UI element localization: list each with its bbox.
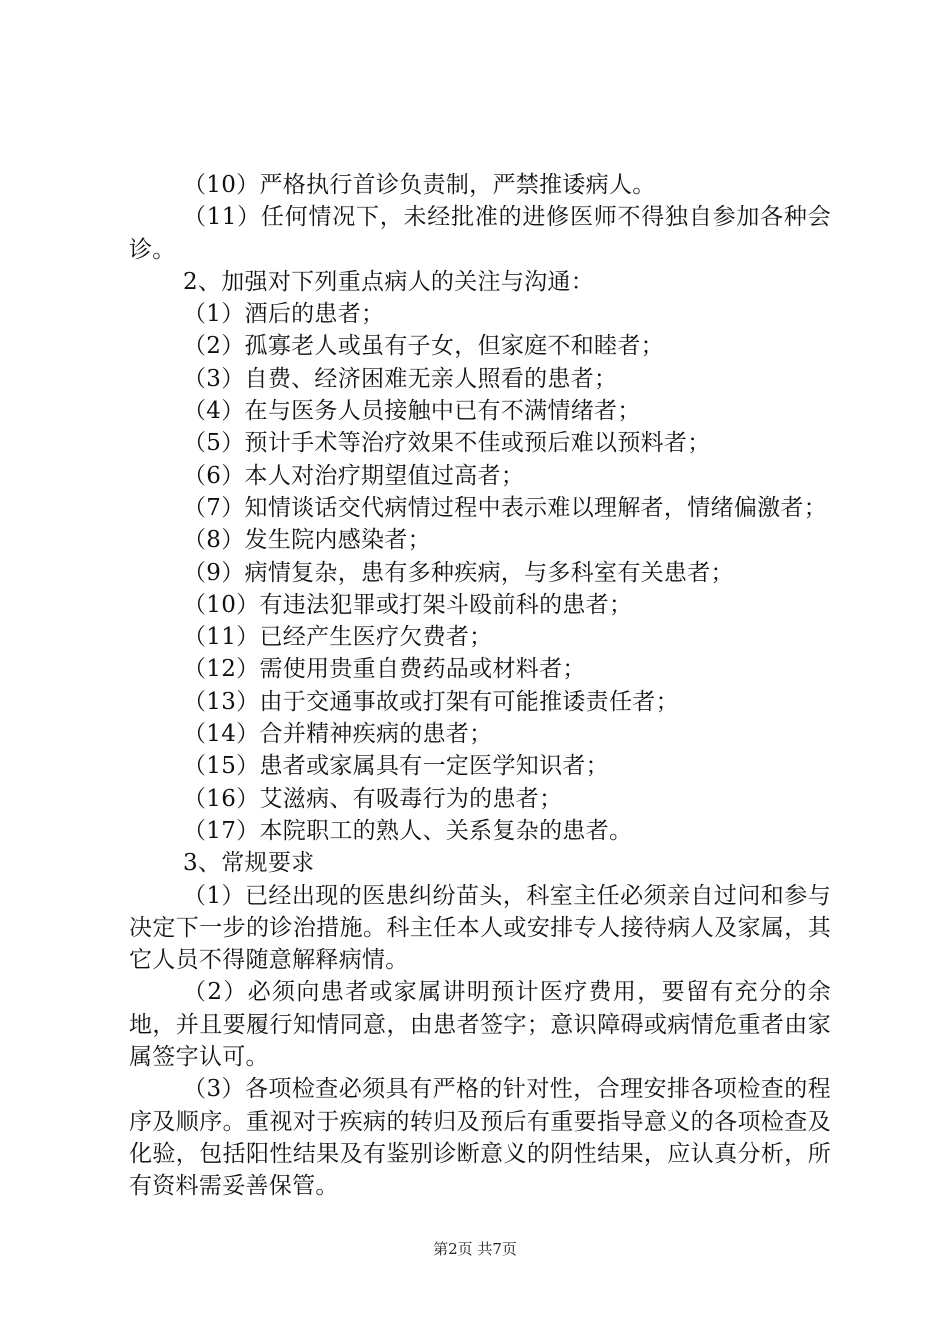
section-heading: 2、加强对下列重点病人的关注与沟通： [183, 268, 595, 295]
paragraph: （11）任何情况下，未经批准的进修医师不得独自参加各种会诊。 [129, 204, 831, 263]
list-item: （7）知情谈话交代病情过程中表示难以理解者，情绪偏激者； [183, 494, 828, 521]
paragraph: （2）必须向患者或家属讲明预计医疗费用，要留有充分的余地，并且要履行知情同意，由患者签字；意识障碍或病情危重者由家属签字认可。 [129, 979, 831, 1071]
list-item: （17）本院职工的熟人、关系复杂的患者。 [183, 817, 633, 844]
list-item: （12）需使用贵重自费药品或材料者； [183, 656, 586, 683]
list-item: （8）发生院内感染者； [183, 527, 431, 554]
list-item: （9）病情复杂，患有多种疾病，与多科室有关患者； [183, 559, 734, 586]
list-item: （4）在与医务人员接触中已有不满情绪者； [183, 398, 641, 425]
list-item: （1）酒后的患者； [183, 301, 385, 328]
list-item: （14）合并精神疾病的患者； [183, 721, 493, 748]
document-body [129, 169, 831, 1203]
paragraph: （3）各项检查必须具有严格的针对性，合理安排各项检查的程序及顺序。重视对于疾病的转归及预后有重要指导意义的各项检查及化验，包括阳性结果及有鉴别诊断意义的阴性结果，应认真分析，所有资料需妥善保管。 [129, 1076, 831, 1200]
list-item: （10）有违法犯罪或打架斗殴前科的患者； [183, 591, 633, 618]
list-item: （5）预计手术等治疗效果不佳或预后难以预料者； [183, 430, 711, 457]
paragraph: （10）严格执行首诊负责制，严禁推诿病人。 [183, 172, 656, 198]
list-item: （2）孤寡老人或虽有子女，但家庭不和睦者； [183, 333, 664, 360]
list-item: （6）本人对治疗期望值过高者； [183, 462, 525, 489]
list-item: （11）已经产生医疗欠费者； [183, 624, 493, 651]
section-heading: 3、常规要求 [183, 850, 315, 877]
list-item: （13）由于交通事故或打架有可能推诿责任者； [183, 688, 679, 715]
page-number-footer: 第2页 共7页 [433, 1240, 517, 1258]
paragraph: （1）已经出现的医患纠纷苗头，科室主任必须亲自过问和参与决定下一步的诊治措施。科主任本人或安排专人接待病人及家属，其它人员不得随意解释病情。 [129, 882, 831, 974]
list-item: （15）患者或家属具有一定医学知识者； [183, 753, 609, 780]
list-item: （16）艾滋病、有吸毒行为的患者； [183, 785, 563, 812]
list-item: （3）自费、经济困难无亲人照看的患者； [183, 365, 618, 392]
